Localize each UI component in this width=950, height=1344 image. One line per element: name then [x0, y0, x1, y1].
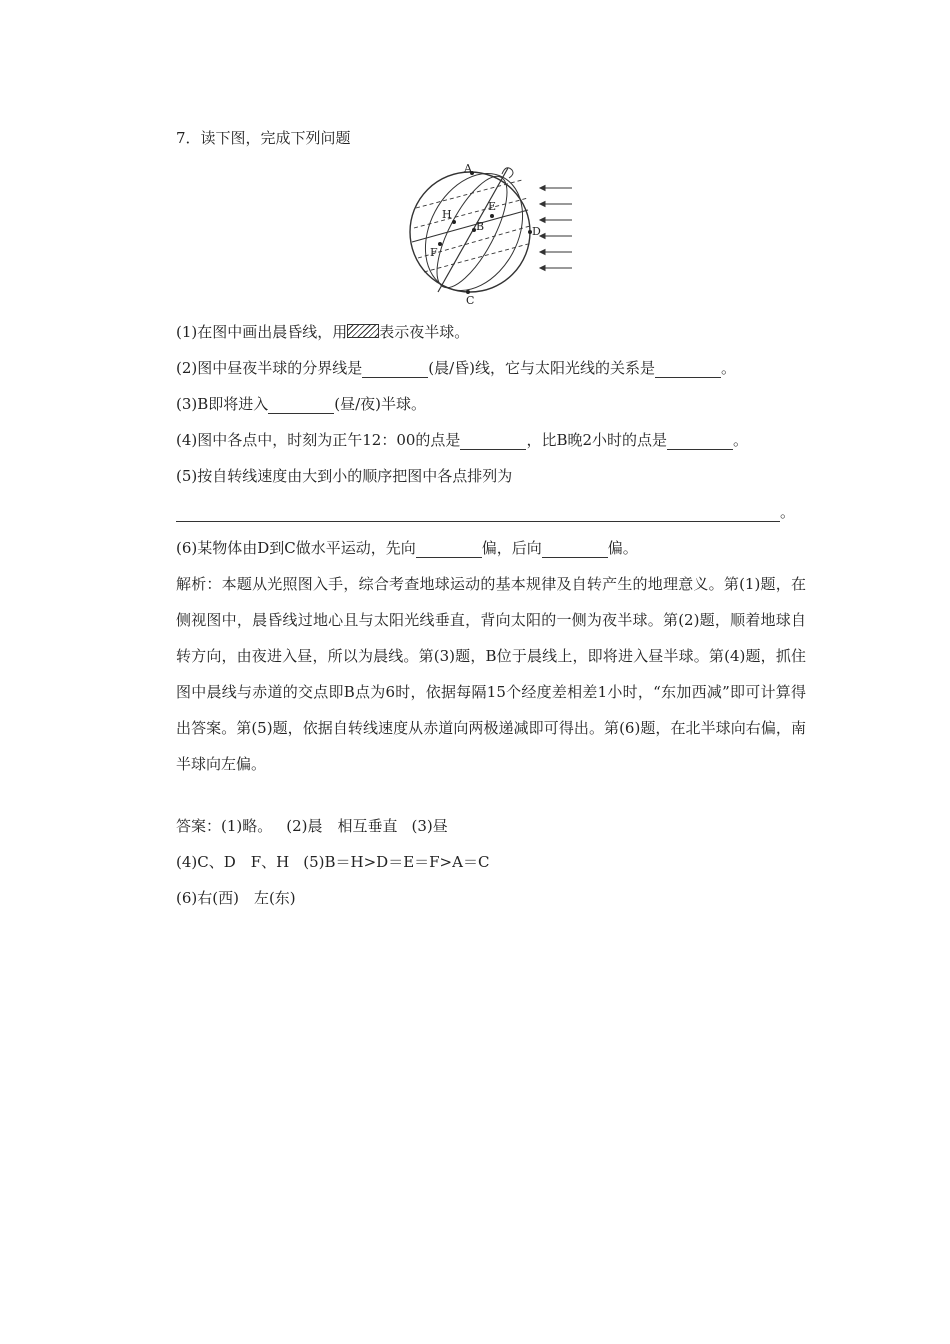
analysis-paragraph: 解析：本题从光照图入手，综合考查地球运动的基本规律及自转产生的地理意义。第(1)题，在侧视图中，晨昏线过地心且与太阳光线垂直，背向太阳的一侧为夜半球。第(2)题，顺着地球自转方向，由夜进入昼，所以为晨线。第(3)题，B位于晨线上，即将进入昼半球。第(4)题，抓住图中晨线与赤道的交点即B点为6时，依据每隔15个经度差相差1小时，“东加西减”即可计算得出答案。第(5)题，依据自转线速度从赤道向两极递减即可得出。第(6)题，在北半球向右偏，南半球向左偏。	[176, 575, 806, 773]
q1-prefix: (1)在图中画出晨昏线，用	[176, 323, 348, 341]
label-a: A	[464, 162, 472, 175]
meridian-2	[406, 160, 542, 306]
tropic-south	[424, 244, 528, 272]
question-5-blank-line	[176, 502, 795, 522]
answer-4: (4)C、D F、H	[176, 853, 290, 871]
answer-3: (3)昼	[411, 817, 448, 835]
answer-blank	[460, 435, 526, 450]
globe-diagram	[404, 160, 584, 306]
label-e: E	[488, 200, 497, 213]
label-h: H	[442, 208, 452, 221]
question-3	[176, 394, 426, 414]
answer-2: (2)晨 相互垂直	[286, 817, 398, 835]
answer-5: (5)B＝H>D＝E＝F>A＝C	[303, 853, 490, 871]
question-1	[176, 322, 469, 342]
night-hatch-icon	[347, 324, 379, 338]
answers-line-3	[176, 888, 296, 908]
q6-part-b: 偏，后向	[481, 539, 542, 557]
answer-blank	[667, 435, 733, 450]
q4-part-a: (4)图中各点中，时刻为正午12：00的点是	[176, 431, 461, 449]
q3-part-a: (3)B即将进入	[176, 395, 269, 413]
answer-rule	[176, 507, 780, 522]
q2-end: 。	[721, 359, 737, 377]
latitude-mid	[414, 198, 528, 228]
answers-line-1	[176, 816, 448, 836]
answers-label: 答案：	[176, 817, 222, 835]
point-e	[490, 214, 494, 218]
answer-blank	[655, 363, 721, 378]
q6-part-c: 偏。	[607, 539, 638, 557]
q2-part-b: (晨/昏)线，它与太阳光线的关系是	[428, 359, 656, 377]
q1-suffix: 表示夜半球。	[379, 323, 470, 341]
q4-part-b: ，比B晚2小时的点是	[526, 431, 668, 449]
point-f	[438, 242, 442, 246]
q5-end: 。	[780, 503, 796, 521]
answer-blank	[542, 543, 608, 558]
globe-outline	[410, 172, 530, 292]
sunlight-arrows	[540, 186, 572, 271]
answer-6: (6)右(西) 左(东)	[176, 889, 296, 907]
label-d: D	[532, 225, 541, 238]
label-b: B	[476, 220, 485, 233]
answer-blank	[416, 543, 482, 558]
point-h	[452, 220, 456, 224]
q2-part-a: (2)图中昼夜半球的分界线是	[176, 359, 363, 377]
question-5: (5)按自转线速度由大到小的顺序把图中各点排列为	[176, 467, 513, 485]
question-4	[176, 430, 748, 450]
question-title: 7．读下图，完成下列问题	[176, 129, 351, 147]
question-2	[176, 358, 736, 378]
q4-end: 。	[733, 431, 749, 449]
question-6	[176, 538, 638, 558]
answer-1: (1)略。	[221, 817, 273, 835]
q6-part-a: (6)某物体由D到C做水平运动，先向	[176, 539, 416, 557]
label-c: C	[466, 294, 475, 306]
q3-part-b: (昼/夜)半球。	[334, 395, 427, 413]
answer-blank	[362, 363, 428, 378]
label-f: F	[430, 246, 438, 259]
answers-line-2	[176, 852, 489, 872]
answer-blank	[268, 399, 334, 414]
